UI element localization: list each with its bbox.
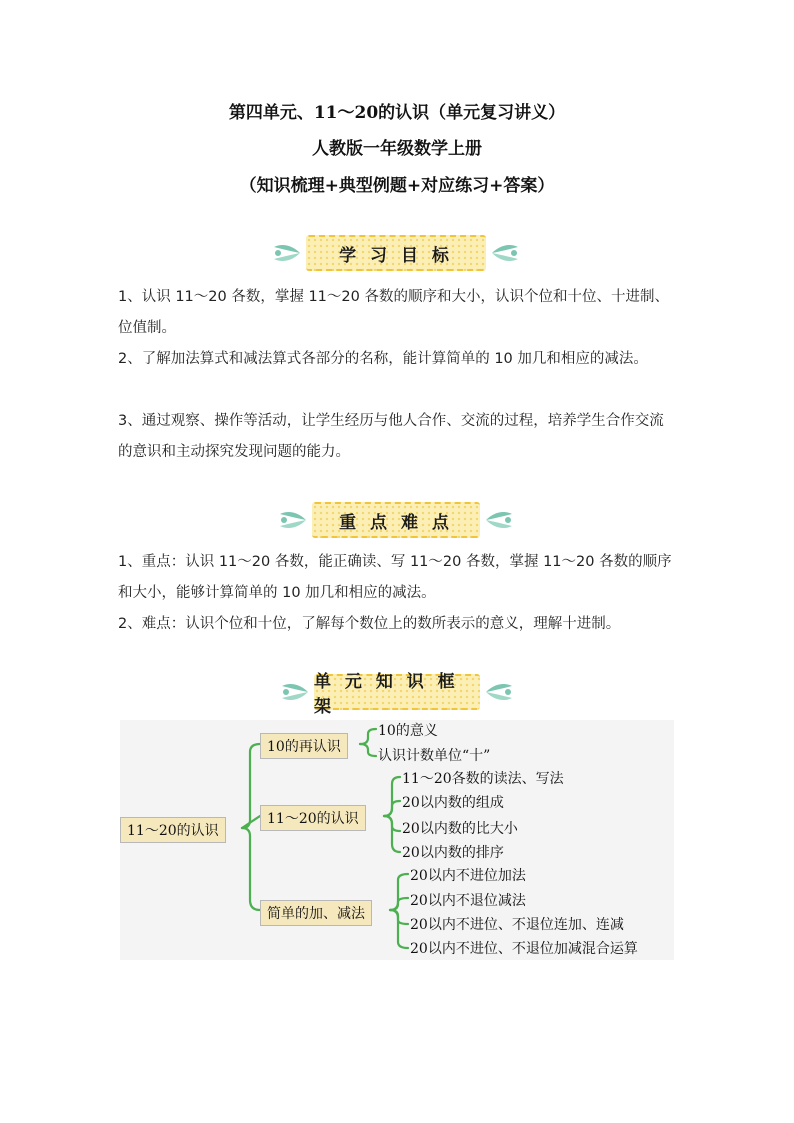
mindmap-item: 20以内不退位减法: [410, 893, 526, 909]
leaf-decoration-icon: [484, 504, 516, 536]
leaf-decoration-icon: [270, 237, 302, 269]
framework-banner: [278, 672, 516, 717]
key-point-item-1: 1、重点：认识 11～20 各数，能正确读、写 11～20 各数，掌握 11～20 各数的顺序和大小，能够计算简单的 10 加几和相应的减法。: [118, 554, 672, 601]
leaf-decoration-icon: [278, 676, 310, 708]
goals-banner: [270, 235, 522, 271]
leaf-decoration-icon: [490, 237, 522, 269]
document-contents-note: （知识梳理+典型例题+对应练习+答案）: [239, 176, 555, 196]
mindmap-branch-11-20: 11～20的认识: [260, 805, 366, 831]
mindmap-item: 20以内不进位、不退位加减混合运算: [410, 941, 638, 957]
key-point-item-2: 2、难点：认识个位和十位，了解每个数位上的数所表示的意义，理解十进制。: [118, 616, 621, 632]
mindmap-item: 20以内不进位、不退位连加、连减: [410, 917, 624, 933]
mindmap-item: 20以内数的组成: [402, 795, 504, 811]
document-title: 第四单元、11～20的认识（单元复习讲义）: [228, 103, 566, 123]
mindmap-item: 20以内数的比大小: [402, 821, 518, 837]
mindmap-branch-10: 10的再认识: [260, 733, 348, 759]
mindmap-item: 认识计数单位“十”: [378, 748, 491, 764]
mindmap-root: 11～20的认识: [120, 817, 226, 843]
goal-item-2: 2、了解加法算式和减法算式各部分的名称，能计算简单的 10 加几和相应的减法。: [118, 351, 648, 367]
goal-item-3: 3、通过观察、操作等活动，让学生经历与他人合作、交流的过程，培养学生合作交流的意识和主动探究发现问题的能力。: [118, 413, 664, 460]
mindmap-item: 20以内数的排序: [402, 845, 504, 861]
leaf-decoration-icon: [276, 504, 308, 536]
framework-banner-label: 单 元 知 识 框 架: [314, 674, 480, 710]
knowledge-framework-map: [120, 720, 674, 960]
document-subtitle: 人教版一年级数学上册: [312, 139, 482, 159]
goals-banner-label: 学 习 目 标: [306, 235, 486, 271]
key-points-banner-label: 重 点 难 点: [312, 502, 480, 538]
leaf-decoration-icon: [484, 676, 516, 708]
mindmap-item: 10的意义: [378, 723, 438, 739]
goal-item-1: 1、认识 11～20 各数，掌握 11～20 各数的顺序和大小，认识个位和十位、十进制、位值制。: [118, 289, 669, 336]
mindmap-item: 20以内不进位加法: [410, 868, 526, 884]
mindmap-branch-add-subtract: 简单的加、减法: [260, 900, 372, 926]
mindmap-item: 11～20各数的读法、写法: [402, 771, 564, 787]
key-points-banner: [276, 502, 516, 538]
